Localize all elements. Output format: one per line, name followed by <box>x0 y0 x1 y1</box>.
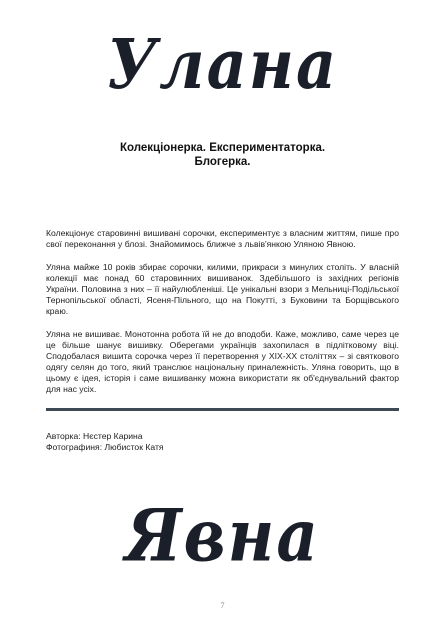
page-title-first-name: Улана <box>106 24 339 105</box>
page-number: 7 <box>220 601 225 610</box>
article-paragraph-3: Уляна не вишиває. Монотонна робота їй не до вподоби. Каже, можливо, саме через це це більше шанує вишивку. Оберегами українців захопилася в підлітковому віці. Сподобалася вишита сорочка через її перетворення у XIX-XX століттях – зі святкового одягу селян до того, який транслює національну приналежність. Уляна говорить, що в цьому є ідея, історія і саме вишиванку можна використати як об'єднувальний фактор для нас усіх. <box>46 329 399 394</box>
page-title-last-name: Явна <box>125 494 320 579</box>
subtitle-line-1: Колекціонерка. Експериментаторка. <box>119 142 326 154</box>
credits <box>46 431 164 453</box>
credit-author: Авторка: Нєстер Карина <box>46 431 143 441</box>
subtitle-line-2: Блогерка. <box>194 156 251 168</box>
article-body <box>46 228 399 407</box>
article-paragraph-1: Колекціонує старовинні вишивані сорочки, експериментує з власним життям, пише про свої переконання у блозі. Знайомимось ближче з львів'янкою Уляною Явною. <box>46 228 399 249</box>
divider-rule <box>46 408 399 411</box>
article-paragraph-2: Уляна майже 10 років збирає сорочки, килими, прикраси з минулих століть. У власній колекції має понад 60 старовинних вишиванок. Здебільшого із західних регіонів України. Половина з них – її найулюбленіші. Це унікальні взори з Мельниці-Подільської Тернопільської області, Ясеня-Пільного, що на Покутті, з Буковини та Борщівського краю. <box>46 262 399 316</box>
subtitle <box>60 141 385 169</box>
credit-photographer: Фотографиня: Любисток Катя <box>46 442 164 452</box>
